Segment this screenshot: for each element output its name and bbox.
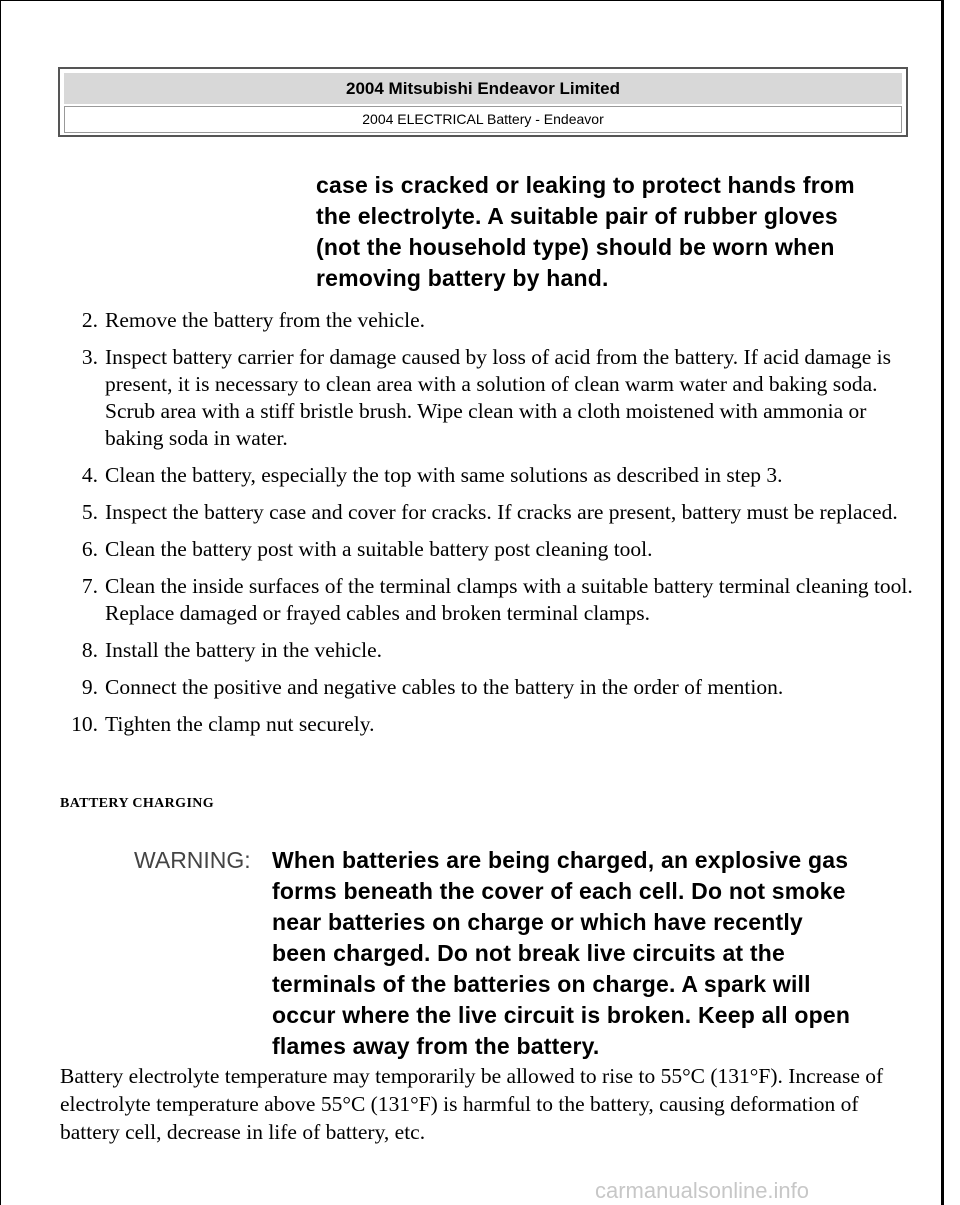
document-header	[58, 67, 908, 137]
continued-warning-line: removing battery by hand.	[316, 265, 609, 291]
step-number: 10.	[71, 712, 98, 736]
step-number: 6.	[81, 537, 98, 561]
step-item	[60, 711, 920, 738]
step-text: Clean the battery post with a suitable battery post cleaning tool.	[105, 537, 653, 561]
step-item	[60, 499, 920, 526]
step-text: Tighten the clamp nut securely.	[105, 712, 375, 736]
continued-warning-line: the electrolyte. A suitable pair of rubber gloves	[316, 203, 838, 229]
step-text: Inspect battery carrier for damage caused by loss of acid from the battery. If acid damage is present, it is necessary to clean area with a solution of clean warm water and baking soda. Scrub area with a stiff bristle brush. Wipe clean with a cloth moistened with ammonia or baking soda in water.	[105, 345, 891, 450]
step-number: 4.	[81, 463, 98, 487]
step-item	[60, 674, 920, 701]
step-number: 5.	[81, 500, 98, 524]
step-text: Remove the battery from the vehicle.	[105, 308, 425, 332]
warning-line: near batteries on charge or which have recently	[272, 909, 803, 935]
step-text: Clean the inside surfaces of the terminal clamps with a suitable battery terminal cleaning tool. Replace damaged or frayed cables and broken terminal clamps.	[105, 574, 913, 625]
step-number: 2.	[81, 308, 98, 332]
warning-line: forms beneath the cover of each cell. Do not smoke	[272, 878, 846, 904]
warning-line: occur where the live circuit is broken. Keep all open	[272, 1002, 851, 1028]
step-text: Inspect the battery case and cover for cracks. If cracks are present, battery must be replaced.	[105, 500, 898, 524]
step-item	[60, 573, 920, 627]
step-text: Connect the positive and negative cables to the battery in the order of mention.	[105, 675, 784, 699]
step-item	[60, 536, 920, 563]
continued-warning-line: case is cracked or leaking to protect hands from	[316, 172, 855, 198]
step-number: 3.	[81, 345, 98, 369]
section-heading: BATTERY CHARGING	[60, 796, 215, 811]
procedure-steps	[60, 307, 920, 748]
warning-line: terminals of the batteries on charge. A spark will	[272, 971, 811, 997]
step-item	[60, 637, 920, 664]
warning-line: When batteries are being charged, an explosive gas	[272, 847, 849, 873]
step-item	[60, 462, 920, 489]
warning-line: flames away from the battery.	[272, 1033, 600, 1059]
step-text: Install the battery in the vehicle.	[105, 638, 383, 662]
header-title: 2004 Mitsubishi Endeavor Limited	[64, 73, 902, 104]
warning-label: WARNING:	[134, 847, 251, 873]
watermark: carmanualsonline.info	[595, 1178, 810, 1203]
warning-line: been charged. Do not break live circuits at the	[272, 940, 785, 966]
warning-body	[272, 845, 912, 1062]
step-number: 8.	[81, 638, 98, 662]
continued-warning-line: (not the household type) should be worn when	[316, 234, 835, 260]
step-item	[60, 344, 920, 452]
step-number: 7.	[81, 574, 98, 598]
header-subtitle: 2004 ELECTRICAL Battery - Endeavor	[64, 106, 902, 133]
continued-warning	[316, 170, 916, 294]
step-text: Clean the battery, especially the top with same solutions as described in step 3.	[105, 463, 783, 487]
step-number: 9.	[81, 675, 98, 699]
body-paragraph: Battery electrolyte temperature may temporarily be allowed to rise to 55°C (131°F). Increase of electrolyte temperature above 55°C (131°F) is harmful to the battery, causing deformation of battery cell, decrease in life of battery, etc.	[60, 1064, 884, 1144]
step-item	[60, 307, 920, 334]
